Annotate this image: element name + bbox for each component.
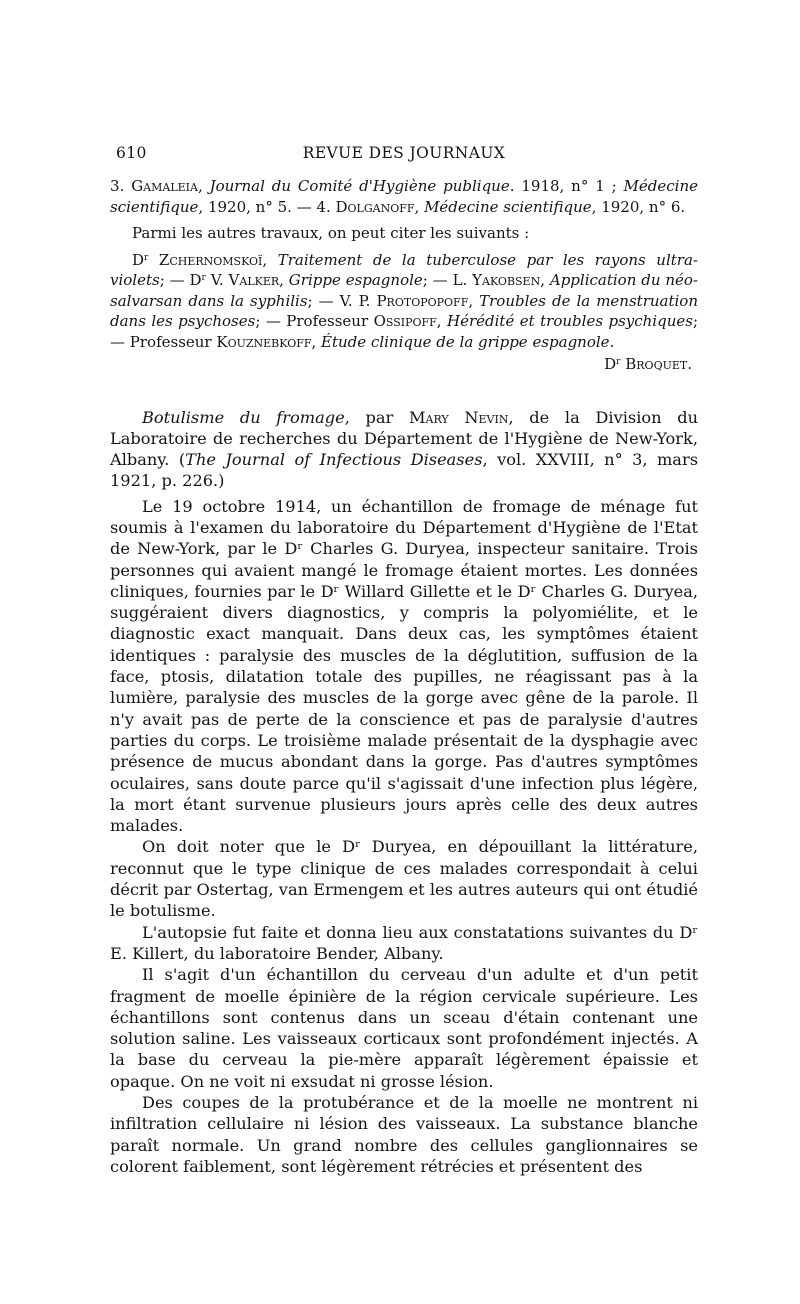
work-item: Professeur Ossipoff, Hérédité et troubles psychiques; — — [110, 312, 698, 351]
article-title: Botulisme du fromage — [142, 407, 345, 427]
article-paragraph: Le 19 octobre 1914, un échantillon de fromage de ménage fut soumis à l'examen du laboratoire du Département d'Hygiène de l'Etat de New-York, par le Dʳ Charles G. Duryea, inspecteur sanitaire. Trois personnes qui avaient mangé le fromage étaient mortes. Les données cliniques, fournies par le Dʳ Willard Gillette et le Dʳ Charles G. Duryea, suggéraient divers diagnostics, y compris la polyomiélite, et le diagnostic exact manquait. Dans deux cas, les symptômes étaient identiques : paralysie des muscles de la déglutition, suffusion de la face, ptosis, dilatation totale des pupilles, ne réagissant pas à la lumière, paralysie des muscles de la gorge avec gêne de la parole. Il n'y avait pas de perte de la conscience et pas de paralysie d'autres parties du corps. Le troisième malade présentait de la dysphagie avec présence de mucus abondant dans la gorge. Pas d'autres symptômes oculaires, sans doute parce qu'il s'agissait d'une infection plus légère, la mort étant survenue plusieurs jours après celle des deux autres malades. — [110, 496, 698, 836]
work-item: $D^r$ Zchernomskoï, Traitement de la tuberculose par les rayons ultra-violets; — — [110, 250, 698, 289]
article-paragraph: Il s'agit d'un échantillon du cerveau d'un adulte et d'un petit fragment de moelle épinière de la région cervicale supérieure. Les échantillons sont contenus dans un sceau d'étain contenant une solution saline. Les vaisseaux corticaux sont profondément injectés. A la base du cerveau la pie-mère apparaît légèrement épaissie et opaque. On ne voit ni exsudat ni grosse lésion. — [110, 965, 698, 1091]
article-author: Mary Nevin — [408, 407, 509, 427]
article-body — [110, 407, 698, 1178]
reference-journal: Journal du Comité d'Hygiène publique — [209, 177, 510, 195]
article-citation: , vol. XXVIII, n° 3, mars 1921, p. 226.) — [110, 450, 698, 491]
article-heading: Botulisme du fromage, par Mary Nevin, de la Division du Laboratoire de recherches du Département de l'Hygiène de New-York, Albany. (The Journal of Infectious Diseases, vol. XXVIII, n° 3, mars 1921, p. 226.) — [110, 407, 699, 491]
article-paragraph: On doit noter que le Dʳ Duryea, en dépouillant la littérature, reconnut que le type clinique de ces malades correspondait à celui décrit par Ostertag, van Ermengem et les autres auteurs qui ont étudié le botulisme. — [110, 837, 698, 921]
work-item: $D^r$ V. Valker, Grippe espagnole; — — [189, 271, 453, 289]
reviewer-signature: $D^r$ Broquet. — [604, 355, 692, 373]
article-paragraph: L'autopsie fut faite et donna lieu aux constatations suivantes du Dʳ E. Killert, du laboratoire Bender, Albany. — [110, 922, 698, 963]
reference-author: Dolganoff — [335, 197, 415, 216]
reference-list: 3. Gamaleia, Journal du Comité d'Hygiène publique. 1918, n° 1 ; Médecine scientifique, 1920, n° 5. — 4. Dolganoff, Médecine scientifique, 1920, n° 6. — [110, 177, 698, 216]
works-list — [110, 250, 698, 353]
work-item: Professeur Kouznebkoff, Étude clinique de la grippe espagnole. — [129, 332, 615, 351]
journal-page — [110, 144, 698, 1177]
page-header — [110, 144, 698, 170]
article-journal: The Journal of Infectious Diseases — [185, 450, 483, 470]
page-number: 610 — [116, 144, 147, 162]
work-item: V. P. Protopopoff, Troubles de la menstruation dans les psychoses; — — [110, 291, 698, 330]
reference-author: Gamaleia — [131, 177, 198, 195]
references-block — [110, 176, 698, 375]
running-title: REVUE DES JOURNAUX — [302, 144, 506, 162]
article-paragraph: Des coupes de la protubérance et de la moelle ne montrent ni infiltration cellulaire ni lésion des vaisseaux. La substance blanche paraît normale. Un grand nombre des cellules ganglionnaires se colorent faiblement, sont légèrement rétrécies et présentent des — [110, 1093, 698, 1176]
work-item: L. Yakobsen, Application du néo-salvarsan dans la syphilis; — — [110, 271, 698, 310]
others-intro: Parmi les autres travaux, on peut citer les suivants : — [132, 224, 530, 242]
